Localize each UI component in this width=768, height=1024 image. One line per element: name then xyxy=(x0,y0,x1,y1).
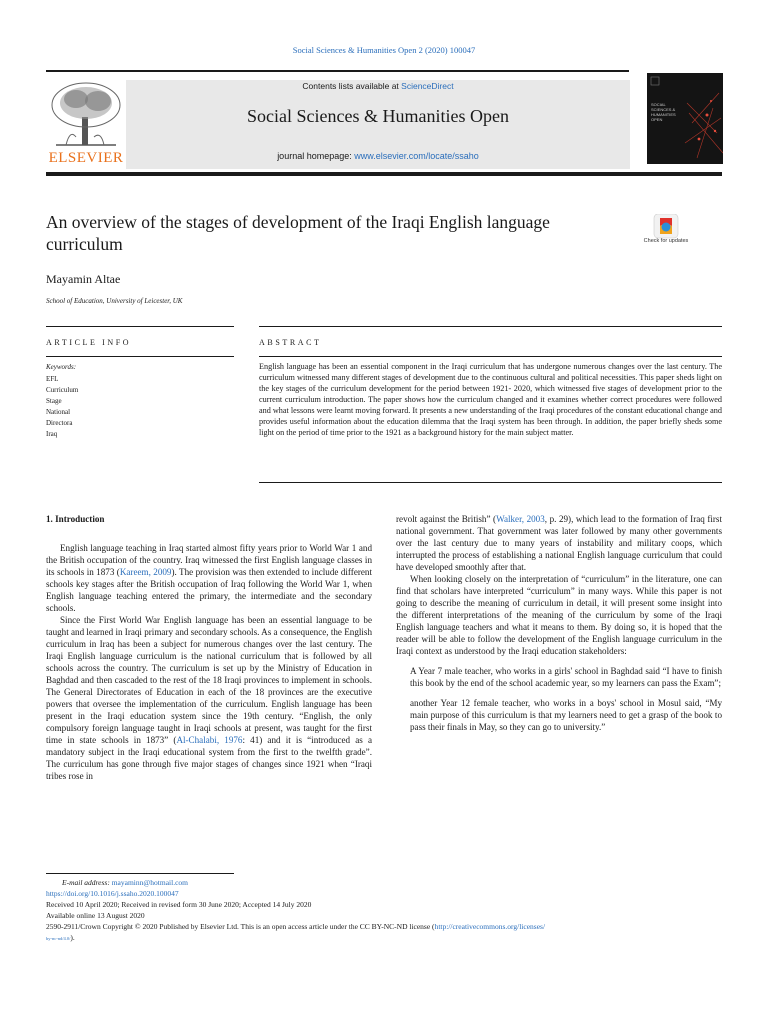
paragraph xyxy=(396,513,722,573)
license-link[interactable]: http://creativecommons.org/licenses/ xyxy=(434,922,546,931)
elsevier-wordmark: ELSEVIER xyxy=(48,150,124,166)
contents-line xyxy=(126,81,630,91)
info-top-rule xyxy=(46,326,234,327)
paragraph-text: ). The provision was then extended to include different schools key stages after the British occupation of Iraq following the World War 1, when English language teaching entered the primary, the intermediate and the secondary schools. xyxy=(46,567,372,613)
license-statement xyxy=(46,921,722,944)
author-name: Mayamin Altae xyxy=(46,272,121,286)
paragraph-text: English language teaching in Iraq started almost fifty years prior to World War 1 and the British occupation of the country. Iraq witnessed the first English language classes in its schools in 1873 ( xyxy=(46,543,372,577)
abstract-heading: ABSTRACT xyxy=(259,338,322,347)
citation-link[interactable]: Al-Chalabi, 1976 xyxy=(176,735,243,745)
keywords-label: Keywords: xyxy=(46,363,77,371)
article-footer xyxy=(46,877,722,944)
header-bottom-rule xyxy=(46,172,722,176)
received-dates: Received 10 April 2020; Received in revised form 30 June 2020; Accepted 14 July 2020 xyxy=(46,900,312,909)
homepage-link[interactable]: www.elsevier.com/locate/ssaho xyxy=(354,151,479,161)
info-heading-rule xyxy=(46,356,234,357)
check-for-updates-icon[interactable] xyxy=(646,214,686,254)
license-close: ). xyxy=(70,933,75,942)
block-quote: A Year 7 male teacher, who works in a girls' school in Baghdad said “I have to finish this book by the end of the school academic year, so my learners can pass the Exam”; xyxy=(410,666,722,688)
available-date: Available online 13 August 2020 xyxy=(46,911,145,920)
body-column-right xyxy=(396,513,722,733)
keyword-item: Iraq xyxy=(46,430,58,438)
paragraph-text: Since the First World War English language has been an essential language to be taught and learned in Iraqi primary and secondary schools. As a consequence, the English curriculum in Iraq has been a subject for numerous changes over the last century. The Iraqi English language curriculum is the national curriculum that is followed by all schools across the country. The curriculum is set up by the Ministry of Education in Baghdad and then cascaded to the rest of the 18 Iraqi provinces to implement in schools. The General Directorates of Education in each of the 18 provinces are the executive powers that oversee the implementation of the curriculum. English language has been present in the Iraqi education system since the 19th century. “English, the only compulsory foreign language taught in Iraqi schools at present, was taught for the first time in state schools in 1873” ( xyxy=(46,615,373,745)
email-label: E-mail address: xyxy=(62,878,112,887)
abstract-bottom-rule xyxy=(259,482,722,483)
citation-link[interactable]: Walker, 2003 xyxy=(496,514,545,524)
journal-reference-link[interactable]: Social Sciences & Humanities Open 2 (2020) 100047 xyxy=(292,45,476,55)
body-column-left xyxy=(46,513,372,782)
paragraph xyxy=(46,614,372,782)
keyword-item: Stage xyxy=(46,397,62,405)
email-link[interactable]: mayaminn@hotmail.com xyxy=(111,878,188,887)
keyword-item: Directora xyxy=(46,419,73,427)
paragraph: When looking closely on the interpretation of “curriculum” in the literature, one can find that scholars have interpreted “curriculum” in many ways. While this paper is not going to describe the meaning of curriculum in detail, it will present some insight into the different interpretations of the meaning of the curriculum by some of the Iraqi English language teachers and what it means to them. By doing so, it is hoped that the reader will be able to follow the development of the English language curriculum in the Iraqi context as understood by the Iraqi education stakeholders: xyxy=(396,574,722,656)
header-top-rule xyxy=(46,70,629,72)
doi-link[interactable]: https://doi.org/10.1016/j.ssaho.2020.100047 xyxy=(46,889,179,898)
contents-prefix: Contents lists available at xyxy=(302,81,402,91)
paragraph-text: : 41) and it is “introduced as a mandatory subject in the Iraqi educational system from the first to the twelfth grade”. The curriculum has gone through five major stages of changes since 1921 when “Iraqi tribes rose in xyxy=(46,735,372,781)
email-footnote xyxy=(62,877,722,888)
homepage-label: journal homepage: xyxy=(277,151,355,161)
keyword-item: EFL xyxy=(46,375,59,383)
block-quote: another Year 12 female teacher, who works in a boys' school in Mosul said, “My main purpose of this curriculum is that my learners need to get a grasp of the book to pass their finals in May, so they can go to university.” xyxy=(410,698,722,732)
cover-title-text: SOCIAL SCIENCES & HUMANITIES OPEN xyxy=(651,102,676,122)
license-link-tail[interactable]: by-nc-nd/4.0/ xyxy=(46,936,71,941)
keyword-item: National xyxy=(46,408,71,416)
citation-link[interactable]: Kareem, 2009 xyxy=(119,567,172,577)
license-text: 2590-2911/Crown Copyright © 2020 Published by Elsevier Ltd. This is an open access article under the CC BY-NC-ND license ( xyxy=(46,922,435,931)
article-title: An overview of the stages of development of the Iraqi English language curriculum xyxy=(46,212,550,254)
abstract-top-rule xyxy=(259,326,722,327)
check-for-updates-label: Check for updates xyxy=(643,238,689,244)
footnote-rule xyxy=(46,873,234,874)
article-info-heading: ARTICLE INFO xyxy=(46,338,132,347)
journal-homepage-line xyxy=(126,151,630,161)
keywords-list xyxy=(46,374,78,440)
abstract-text: English language has been an essential component in the Iraqi curriculum that has undergone numerous changes over the last century. The curriculum witnessed many different stages of development due to the continuous cultural and political necessities. This paper sheds light on the key stages of the curriculum development for the period between 1921- 2020, which witnessed five stages of development prior to the current curriculum introduction. The paper shows how the curriculum changed and it examines whether correct procedures were followed and what lessons were learnt moving forward. It presents a new understanding of the Iraqi procedures of the constant educational change and provides useful information about the education dilemma that the Iraqi system has been through. In addition, the paper briefly sheds some light on the period of time prior to the 1921 as a background history for the main subject matter. xyxy=(259,362,722,437)
author-affiliation: School of Education, University of Leicester, UK xyxy=(46,297,183,305)
sciencedirect-link[interactable]: ScienceDirect xyxy=(401,81,454,91)
paragraph-text: revolt against the British” ( xyxy=(396,514,497,524)
paragraph-text: , p. 29), which lead to the formation of Iraq first national government. That government was later followed by many other governments over the last century due to many years of instability and military coops, which interrupted the process of establishing a national English language curriculum that could have developed smoothly after that. xyxy=(396,514,722,572)
keyword-item: Curriculum xyxy=(46,386,79,394)
abstract-heading-rule xyxy=(259,356,722,357)
section-heading-introduction: 1. Introduction xyxy=(46,514,105,524)
paragraph xyxy=(46,542,372,614)
journal-title: Social Sciences & Humanities Open xyxy=(247,106,509,126)
